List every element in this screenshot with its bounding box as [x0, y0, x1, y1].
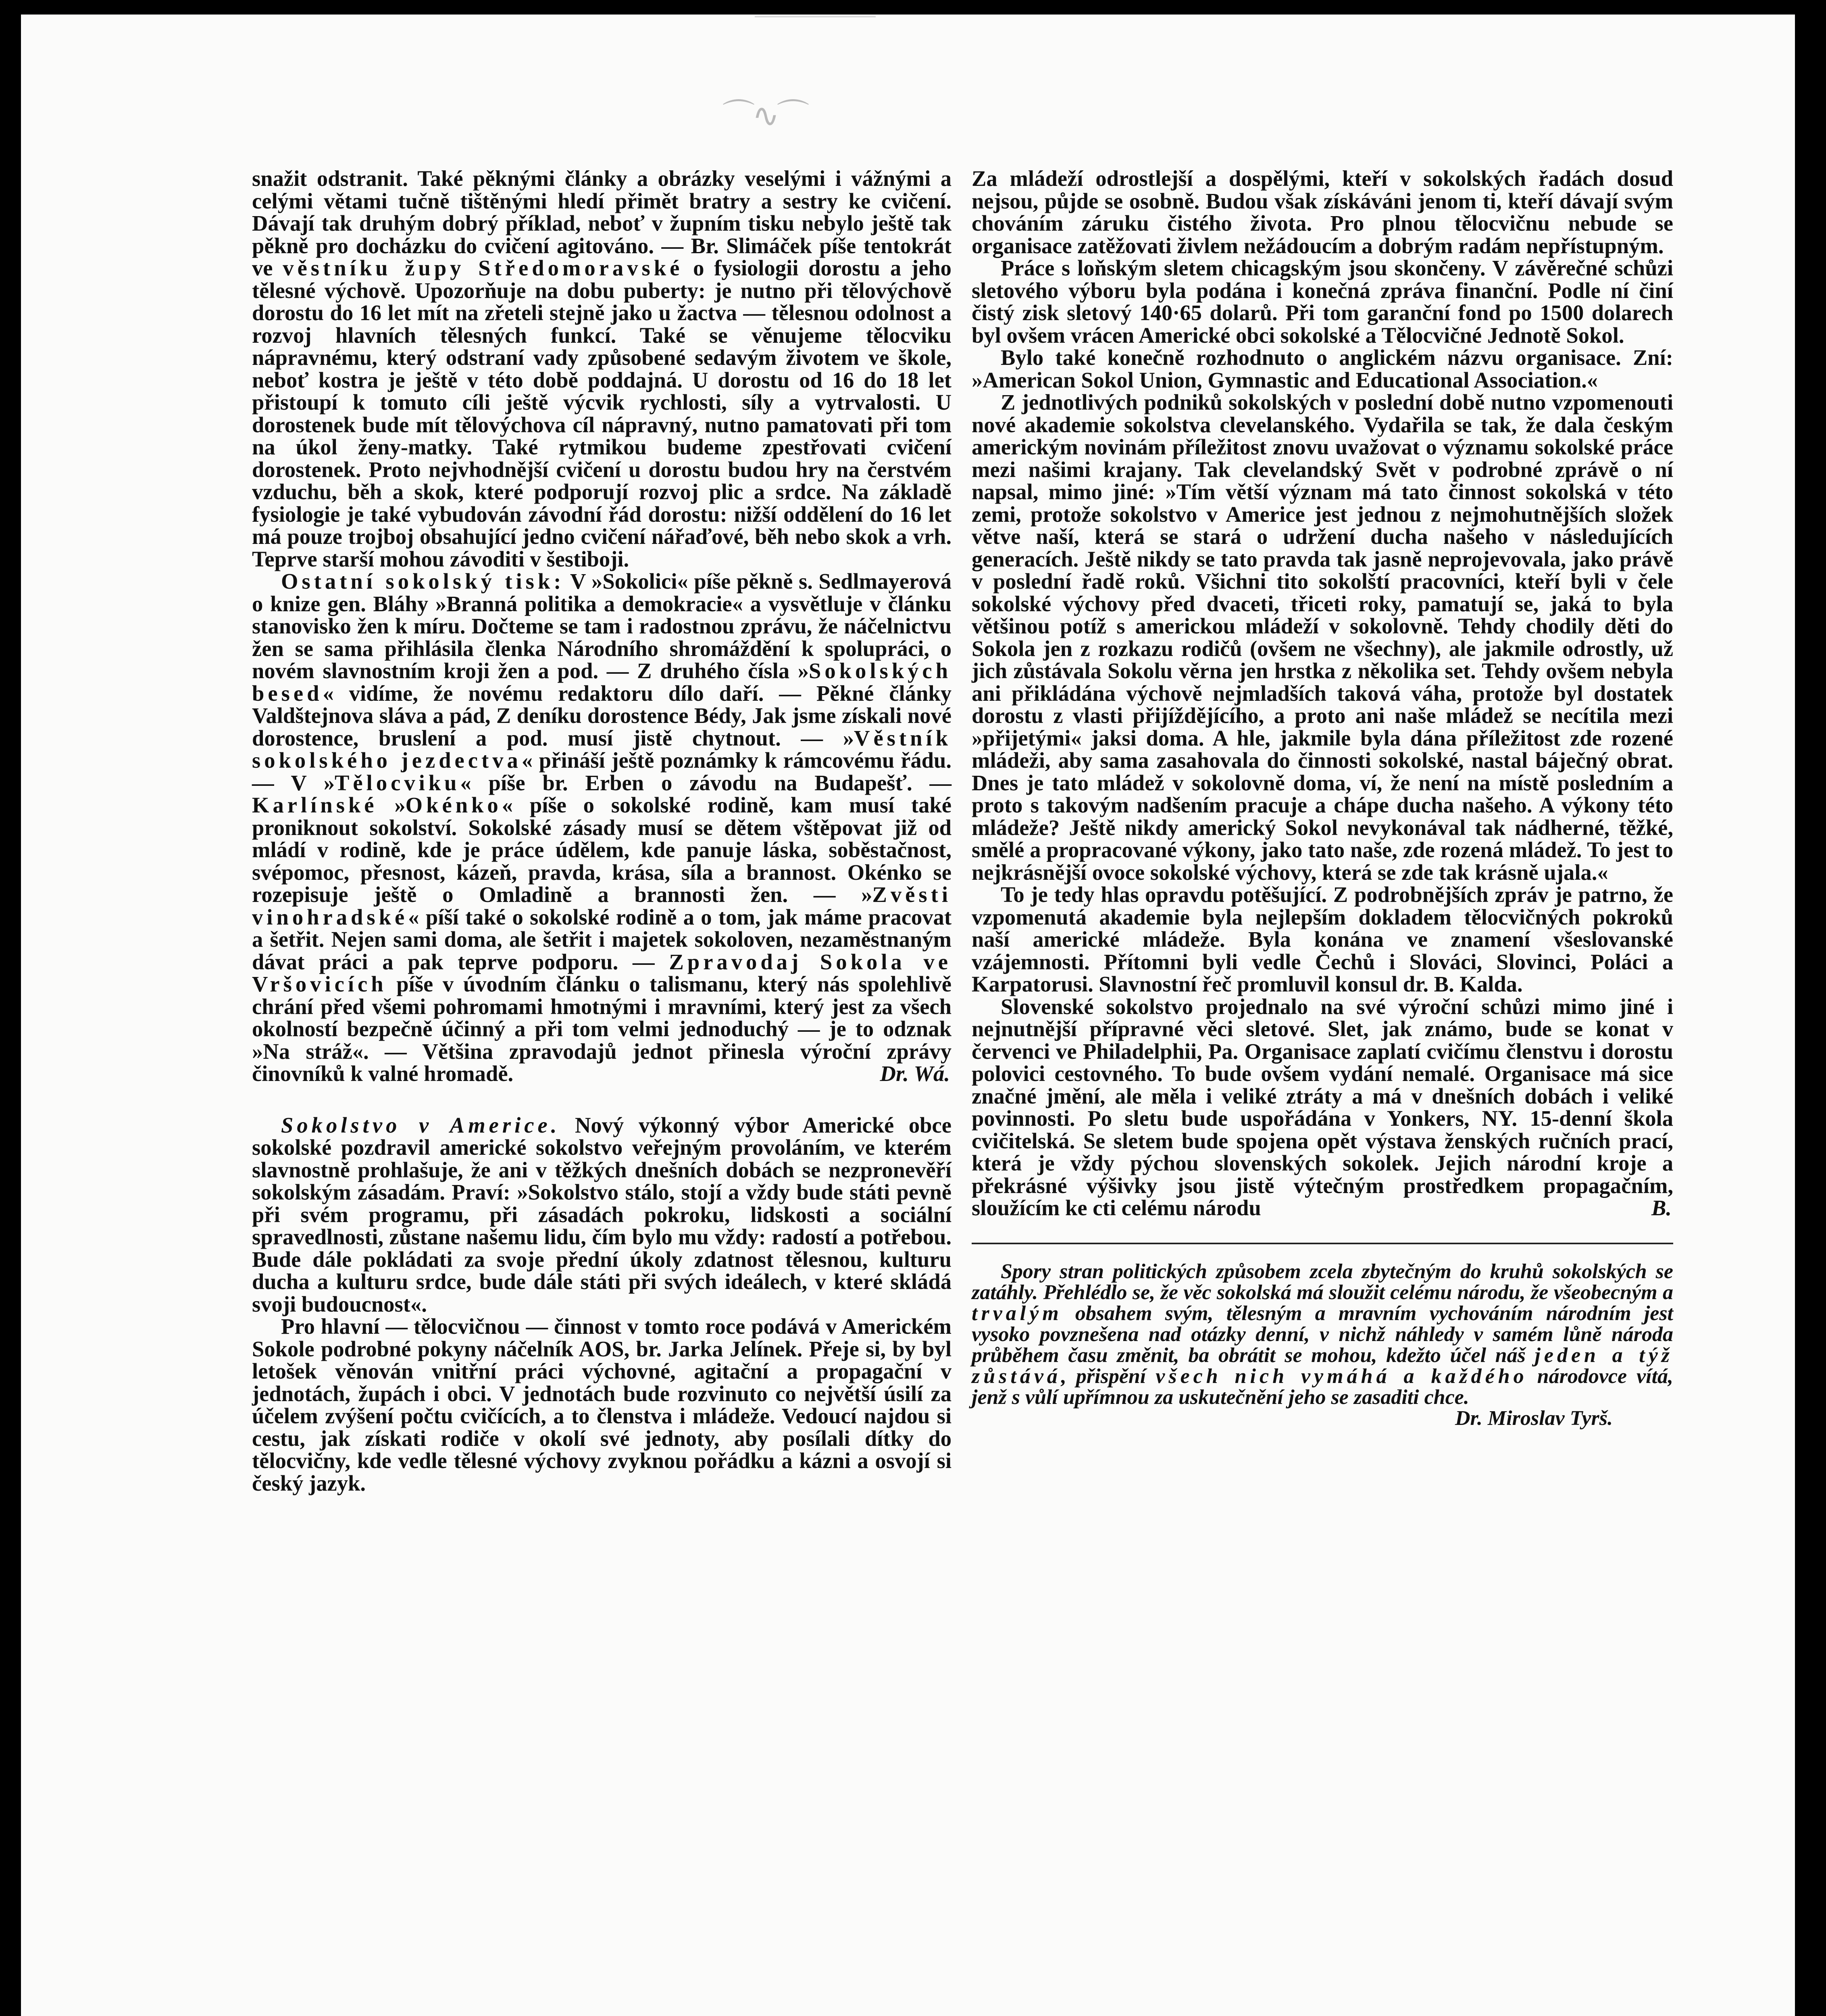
paragraph: Ostatní sokolský tisk: V »Sokolici« píše pěkně s. Sedlmayerová o knize gen. Bláhy »Branná politika a demokracie« a vysvětluje v článku stanovisko žen k míru. Dočteme se tam i radostnou zprávu, že náčelnictvu žen se sama přihlásila členka Národního shromáždění k spolupráci, o novém slavnostním kroji žen a pod. — Z druhého čísla »Sokolských besed« vidíme, že novému redaktoru dílo daří. — Pěkné články Valdštejnova sláva a pád, Z deníku dorostence Bédy, Jak jsme získali nové dorostence, bruslení a pod. musí jistě chytnout. — »Věstník sokolského jezdectva« přináší ještě poznámky k rámcovému řádu. — V »Tělocviku« píše br. Erben o závodu na Budapešť. — Karlínské »Okénko« píše o sokolské rodině, kam musí také proniknout sokolství. Sokolské zásady musí se dětem vštěpovat již od mládí v rodině, kde je práce údělem, kde panuje láska, soběstačnost, svépomoc, přesnost, kázeň, pravda, krása, síla a brannost. Okénko se rozepisuje ještě o Omladině a brannosti žen. — »Zvěsti vinohradské« píší také o sokolské rodině a o tom, jak máme pracovat a šetřit. Nejen sami doma, ale šetřit i majetek sokoloven, nezaměstnaným dávat práci a pak teprve podporu. — Zpravodaj Sokola ve Vršovicích píše v úvodním článku o talismanu, který nás spolehlivě chrání před všemi pohromami hmotnými i mravními, který jest za všech okolností bezpečně účinný a při tom velmi jednoduchý — je to odznak »Na stráž«. — Většina zpravodajů jednot přinesla výroční zprávy činovníků k valné hromadě. Dr. Wá. — [252, 569, 952, 1086]
faint-pencil-mark: ⌒∿⌒ — [722, 98, 807, 134]
paragraph: Pro hlavní — tělocvičnou — činnost v tomto roce podává v Americkém Sokole podrobné pokyny náčelník AOS, br. Jarka Jelínek. Přeje si, by byl letošek věnován vnitřní práci výchovné, agitační a propagační v jednotách, župách i obci. V jednotách bude rozvinuto co největší úsilí za účelem zvýšení počtu cvičících, a to členstva i mládeže. Vedoucí najdou si cestu, jak získati rodiče v okolí své jednoty, aby posílali dítky do tělocvičny, kde vedle tělesné výchovy zvyknou pořádku a kázni a osvojí si český jazyk. — [252, 1314, 952, 1495]
right-column — [972, 167, 1673, 1429]
divider-rule — [972, 1243, 1673, 1244]
paragraph: Bylo také konečně rozhodnuto o anglickém názvu organisace. Zní: »American Sokol Union, Gymnastic and Educational Association.« — [972, 345, 1673, 392]
paragraph: snažit odstranit. Také pěknými články a obrázky veselými i vážnými a celými větami tučně tištěnými hledí přimět bratry a sestry ke cvičení. Dávají tak druhým dobrý příklad, neboť v župním tisku nebylo ještě tak pěkně pro docházku do cvičení agitováno. — Br. Slimáček píše tentokrát ve věstníku župy Středomoravské o fysiologii dorostu a jeho tělesné výchově. Upozorňuje na dobu puberty: je nutno při tělovýchově dorostu do 16 let mít na zřeteli stejně jako u žactva — tělesnou odolnost a rozvoj hlavních tělesných funkcí. Také se věnujeme tělocviku nápravnému, který odstraní vady způsobené sedavým životem ve škole, neboť kostra je ještě v této době poddajná. U dorostu od 16 do 18 let přistoupí k tomuto cíli ještě výcvik rychlosti, síly a vytrvalosti. U dorostenek bude mít tělovýchova cíl nápravný, nutno pamatovati při tom na úkol ženy-matky. Také rytmikou budeme zpestřovati cvičení dorostenek. Proto nejvhodnější cvičení u dorostu budou hry na čerstvém vzduchu, běh a skok, které podporují rozvoj plic a srdce. Na základě fysiologie je také vybudován závodní řád dorostu: nižší oddělení do 16 let má pouze trojboj obsahující jedno cvičení nářaďové, běh nebo skok a vrh. Teprve starší mohou závoditi v šestiboji. — [252, 166, 952, 571]
signature: B. — [1651, 1195, 1672, 1220]
tyrs-quote: Spory stran politických způsobem zcela zbytečným do kruhů sokolských se zatáhly. Přehlédlo se, že věc sokolská má sloužit celému národu, že všeobecným a trvalým obsahem svým, tělesným a mravním vychováním národním jest vysoko povznešena nad otázky denní, v nichž náhledy v samém lůně národa průběhem času změnit, ba obrátit se mohou, kdežto účel náš jeden a týž zůstává, přispění všech nich vymáhá a každého národovce vítá, jenž s vůlí upřímnou za uskutečnění jeho se zasaditi chce. Dr. Miroslav Tyrš. — [972, 1260, 1674, 1430]
signature: Dr. Wá. — [880, 1061, 950, 1086]
paragraph: Z jednotlivých podniků sokolských v poslední době nutno vzpomenouti nové akademie sokolstva clevelanského. Vydařila se tak, že dala českým americkým novinám příležitost znovu uvažovat o významu sokolské práce mezi našimi krajany. Tak clevelandský Svět v podrobné zprávě o ní napsal, mimo jiné: »Tím větší význam má tato činnost sokolská v této zemi, protože sokolstvo v Americe jest jednou z nejmohutnějších složek větve naší, která se stará o udržení ducha našeho v následujících generacích. Ještě nikdy se tato pravda tak jasně neprojevovala, jako právě v poslední řadě roků. Všichni tito sokolští pracovníci, kteří byli v čele sokolské výchovy před dvaceti, třiceti roky, pamatují se, jaká to byla většinou potíž s americkou mládeží v sokolovně. Tehdy chodily děti do Sokola jen z rozkazu rodičů (ovšem ne všechny), ale jakmile odrostly, už jich zůstávala Sokolu věrna jen hrstka z několika set. Tehdy ovšem nebyla ani přikládána výchově nejmladších taková váha, protože byl dostatek dorostu z vlasti přijíždějícího, a proto ani naše mládež se necítila mezi »přijetými« jaksi doma. A hle, jakmile byla dána příležitost zde rozené mládeži, aby sama zasahovala do činnosti sokolské, nastal báječný obrat. Dnes je tato mládež v sokolovně doma, ví, že není na místě posledním a proto s takovým nadšením pracuje a chápe ducha našeho. A výkony této mládeže? Ještě nikdy americký Sokol nevykonával tak nádherné, těžké, smělé a propracované výkony, jako tato naše, zde rozená mládež. To jest to nejkrásnější ovoce sokolské výchovy, která se zde tak krásně ujala.« — [972, 390, 1673, 885]
scan-scratch — [755, 16, 876, 17]
paragraph: Práce s loňským sletem chicagským jsou skončeny. V závěrečné schůzi sletového výboru byla podána i konečná zpráva finanční. Podle ní činí čistý zisk sletový 140·65 dolarů. Při tom garanční fond po 1500 dolarech byl ovšem vrácen Americké obci sokolské a Tělocvičné Jednotě Sokol. — [972, 256, 1673, 348]
left-column — [252, 167, 952, 1494]
paragraph: Sokolstvo v Americe. Nový výkonný výbor Americké obce sokolské pozdravil americké sokolstvo veřejným provoláním, ve kterém slavnostně prohlašuje, že ani v těžkých dnešních dobách se nezpronevěří sokolským zásadám. Praví: »Sokolstvo stálo, stojí a vždy bude státi pevně při svém programu, při zásadách pokroku, lidskosti a sociální spravedlnosti, zůstane našemu lidu, čím bylo mu vždy: radostí a potřebou. Bude dále pokládati za svoje přední úkoly zdatnost tělesnou, kulturu ducha a kulturu srdce, bude dále státi při svých ideálech, v které skládá svoji budoucnost«. — [252, 1112, 952, 1316]
quote-author: Dr. Miroslav Tyrš. — [1455, 1406, 1613, 1430]
paragraph: Slovenské sokolstvo projednalo na své výroční schůzi mimo jiné i nejnutnější přípravné věci sletové. Slet, jak známo, bude se konat v červenci ve Philadelphii, Pa. Organisace zaplatí cvičímu členstvu i dorostu polovici cestovného. To bude ovšem vydání nemalé. Organisace má sice značné jmění, ale měla i veliké ztráty a má v dnešních dobách i veliké povinnosti. Po sletu bude uspořádána v Yonkers, NY. 15-denní škola cvičitelská. Se sletem bude spojena opět výstava ženských ručních prací, která je vždy pýchou slovenských sokolek. Jejich národní kroje a překrásné výšivky jsou jistě výtečným prostředkem propagačním, sloužícím ke cti celému národu B. — [972, 994, 1673, 1220]
section-gap — [252, 1085, 952, 1114]
section-title: Sokolstvo v Americe. — [281, 1112, 560, 1137]
paragraph: Za mládeží odrostlejší a dospělými, kteří v sokolských řadách dosud nejsou, půjde se osobně. Budou však získáváni jenom ti, kteří dávají svým chováním záruku čistého života. Pro plnou tělocvičnu nebude se organisace zatěžovati živlem nežádoucím a dobrým radám nepřístupným. — [972, 166, 1673, 258]
paragraph: To je tedy hlas opravdu potěšující. Z podrobnějších zpráv je patrno, že vzpomenutá akademie byla nejlepším dokladem tělocvičných pokroků naší americké mládeže. Byla konána ve znamení všeslovanské vzájemnosti. Přítomni byli vedle Čechů i Slováci, Slovinci, Poláci a Karpatorusi. Slavnostní řeč promluvil konsul dr. B. Kalda. — [972, 882, 1673, 996]
